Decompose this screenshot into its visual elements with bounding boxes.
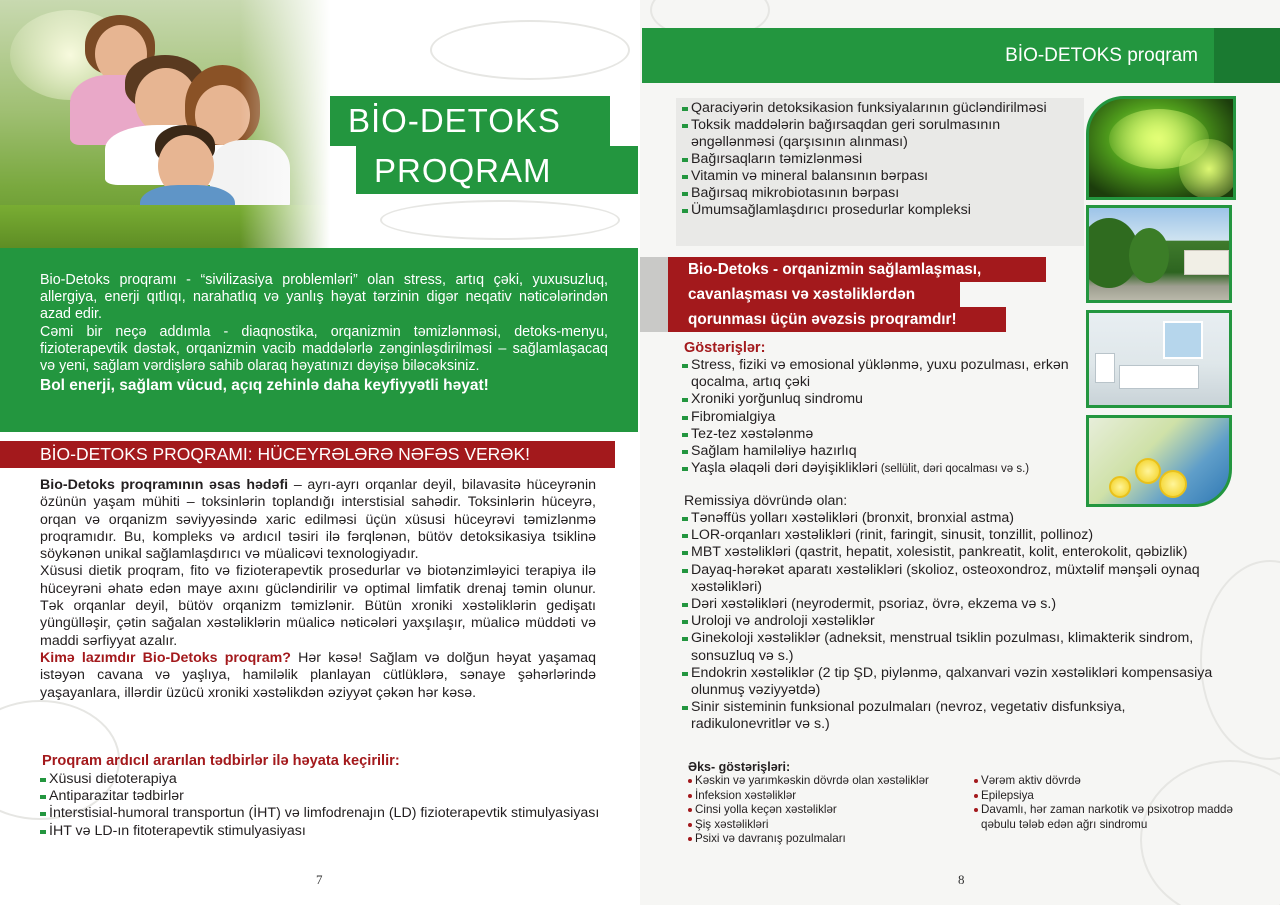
benefits-list — [682, 100, 1078, 219]
list-item: Stress, fiziki və emosional yüklənmə, yuxu pozulması, erkən qocalma, artıq çəki — [682, 357, 1102, 391]
list-item — [682, 460, 1102, 478]
contraindications-heading: Əks- göstərişləri: — [688, 760, 791, 774]
list-item: Dəri xəstəlikləri (neyrodermit, psoriaz, övrə, ekzema və s.) — [682, 596, 1222, 613]
who-label: Kimə lazımdır Bio-Detoks proqram? — [40, 649, 291, 666]
list-item: Tənəffüs yolları xəstəlikləri (bronxit, bronxial astma) — [682, 510, 1222, 527]
list-item: Kəskin və yarımkəskin dövrdə olan xəstəliklər — [688, 774, 948, 789]
intro-paragraph-1: Bio-Detoks proqramı - “sivilizasiya problemləri” olan stress, artıq çəki, yuxusuzluq, allergiya, enerji qıtlıqı, narahatlıq və yanlış həyat tərzinin digər neqativ nəticələrindən azad edir. — [40, 272, 608, 323]
slogan-line-2: cavanlaşması və xəstəliklərdən — [668, 282, 960, 307]
goal-paragraph — [40, 477, 596, 563]
resort-grounds-photo — [1086, 205, 1232, 303]
who-paragraph — [40, 650, 596, 702]
title-line-1: BİO-DETOKS — [330, 96, 610, 146]
list-item: Xroniki yorğunluq sindromu — [682, 391, 1102, 408]
list-item: Psixi və davranış pozulmaları — [688, 832, 948, 847]
list-item: Bağırsaqların təmizlənməsi — [682, 151, 1078, 168]
lemon-drink-photo — [1086, 415, 1232, 507]
slogan-line-1: Bio-Detoks - orqanizmin sağlamlaşması, — [668, 257, 1046, 282]
list-item: MBT xəstəlikləri (qastrit, hepatit, xolesistit, pankreatit, kolit, enterokolit, qəbizlik) — [682, 544, 1222, 561]
contraindications-col-1 — [688, 774, 948, 847]
spa-room-photo — [1086, 96, 1236, 200]
list-item: İnterstisial-humoral transportun (İHT) və limfodrenajın (LD) fizioterapevtik stimulyasiyası — [40, 805, 600, 822]
goal-label: Bio-Detoks proqramının əsas hədəfi — [40, 477, 289, 493]
treatment-room-photo — [1086, 310, 1232, 408]
list-item: LOR-orqanları xəstəlikləri (rinit, faringit, sinusit, tonzillit, pollinoz) — [682, 527, 1222, 544]
remission-heading: Remissiya dövründə olan: — [684, 493, 848, 509]
list-item: Cinsi yolla keçən xəstəliklər — [688, 803, 948, 818]
intro-block — [0, 248, 638, 432]
section-title: BİO-DETOKS PROQRAMI: HÜCEYRƏLƏRƏ NƏFƏS VERƏK! — [0, 441, 615, 468]
list-item: Toksik maddələrin bağırsaqdan geri sorulmasının əngəllənməsi (qarşısının alınması) — [682, 117, 1078, 151]
list-item: Xüsusi dietoterapiya — [40, 771, 600, 788]
goal-text: – ayrı-ayrı orqanlar deyil, bilavasitə hüceyrənin özünün yaşam mühiti – toksinlərin toplandığı interstisial sahədir. Toksinlərin hüceyrə, orqan və orqanizm səviyyəsində xaric edilməsi üçün xüsusi hüceyrəvi təmizlənmə proqramıdır. Bu, kompleks və ardıcıl təsiri ilə fərqlənən, bütöv detoksikasiya tsiklinə söykənən unikal sağlamlaşdırıcı və müalicəvi texnologiyadır. — [40, 477, 596, 563]
intro-slogan: Bol enerji, sağlam vücud, açıq zehinlə daha keyfiyyətli həyat! — [40, 377, 489, 395]
steps-heading: Proqram ardıcıl ararılan tədbirlər ilə həyata keçirilir: — [42, 753, 400, 769]
indications-list — [682, 357, 1102, 478]
title-line-2: PROQRAM — [356, 146, 638, 194]
list-item: Dayaq-hərəkət aparatı xəstəlikləri (skolioz, osteoxondroz, müxtəlif mənşəli oynaq xəstəlikləri) — [682, 562, 1222, 596]
remission-list — [682, 510, 1222, 734]
steps-list — [40, 771, 600, 840]
list-item: Tez-tez xəstələnmə — [682, 426, 1102, 443]
background-ornament — [430, 20, 630, 80]
list-item: İnfeksion xəstəliklər — [688, 789, 948, 804]
list-item: Qaraciyərin detoksikasion funksiyalarının gücləndirilməsi — [682, 100, 1078, 117]
who-text: Hər kəsə! Sağlam və dolğun həyat yaşamaq istəyən cavana və yaşlıya, hamiləlik planlayan cütlüklərə, sənaye şəhərlərində yaşayanlara, illərdir üzücü xroniki xəstəlikdən əziyyət çəkən hər kəsə. — [40, 649, 596, 701]
slogan-line-3: qorunması üçün əvəzsis proqramdır! — [668, 307, 1006, 332]
list-item: Vitamin və mineral balansının bərpası — [682, 168, 1078, 185]
list-item: İHT və LD-ın fitoterapevtik stimulyasiyası — [40, 823, 600, 840]
page-number: 7 — [316, 872, 323, 887]
header-title: BİO-DETOKS proqram — [1005, 45, 1198, 66]
family-photo — [0, 0, 330, 250]
right-page — [640, 0, 1280, 905]
list-item: Endokrin xəstəliklər (2 tip ŞD, piylənmə, qalxanvari vəzin xəstəlikləri kompensasiya olunmuş vəziyyətdə) — [682, 665, 1222, 699]
background-ornament — [380, 200, 620, 240]
page-number: 8 — [958, 872, 965, 887]
list-item: Vərəm aktiv dövrdə — [974, 774, 1254, 789]
list-item: Şiş xəstəlikləri — [688, 818, 948, 833]
list-item: Uroloji və androloji xəstəliklər — [682, 613, 1222, 630]
intro-paragraph-2: Cəmi bir neçə addımla - diaqnostika, orqanizmin təmizlənməsi, detoks-menyu, fizioterapevtik dəstək, orqanizmin vacib maddələrlə zənginləşdirilməsi – sağlamlaşacaq və yeni, sağlam vərdişlərə sahib olaraq həyatınızı dəyişə biləcəksiniz. — [40, 323, 608, 375]
diet-paragraph: Xüsusi dietik proqram, fito və fizioterapevtik prosedurlar və biotənzimləyici terapiya ilə hüceyrəni əhatə edən maye axını gücləndirilir və optimal limfatik drenaj təmin olunur. Tək orqanlar deyil, bütöv orqanizm təmizlənir. Bütün xroniki xəstəliklərin gedişatı yüngülləşir, çətin sağalan xəstəliklərin müalicə nəticələri yaxşılaşır, müalicə müddəti və maddi sərfiyyat azalır. — [40, 563, 596, 649]
contraindications-col-2 — [974, 774, 1254, 832]
list-item: Ümumsağlamlaşdırıcı prosedurlar kompleksi — [682, 202, 1078, 219]
list-item: Sinir sisteminin funksional pozulmaları (nevroz, vegetativ disfunksiya, radikulonevritlər və s.) — [682, 699, 1222, 733]
list-item: Bağırsaq mikrobiotasının bərpası — [682, 185, 1078, 202]
list-item: Sağlam hamiləliyə hazırlıq — [682, 443, 1102, 460]
indication-last: Yaşla əlaqəli dəri dəyişiklikləri — [691, 460, 878, 477]
list-item: Fibromialgiya — [682, 409, 1102, 426]
list-item: Ginekoloji xəstəliklər (adneksit, menstrual tsiklin pozulması, klimakterik sindrom, sonsuzluq və s.) — [682, 630, 1222, 664]
slogan-shadow — [640, 257, 668, 332]
list-item: Epilepsiya — [974, 789, 1254, 804]
list-item: Davamlı, hər zaman narkotik və psixotrop maddə qəbulu tələb edən ağrı sindromu — [974, 803, 1254, 832]
header-bar — [642, 28, 1214, 83]
indication-last-note: (sellülit, dəri qocalması və s.) — [877, 463, 1030, 476]
list-item: Antiparazitar tədbirlər — [40, 788, 600, 805]
header-bar-accent — [1214, 28, 1280, 83]
indications-heading: Göstərişlər: — [684, 340, 766, 356]
left-body-text — [40, 477, 596, 702]
